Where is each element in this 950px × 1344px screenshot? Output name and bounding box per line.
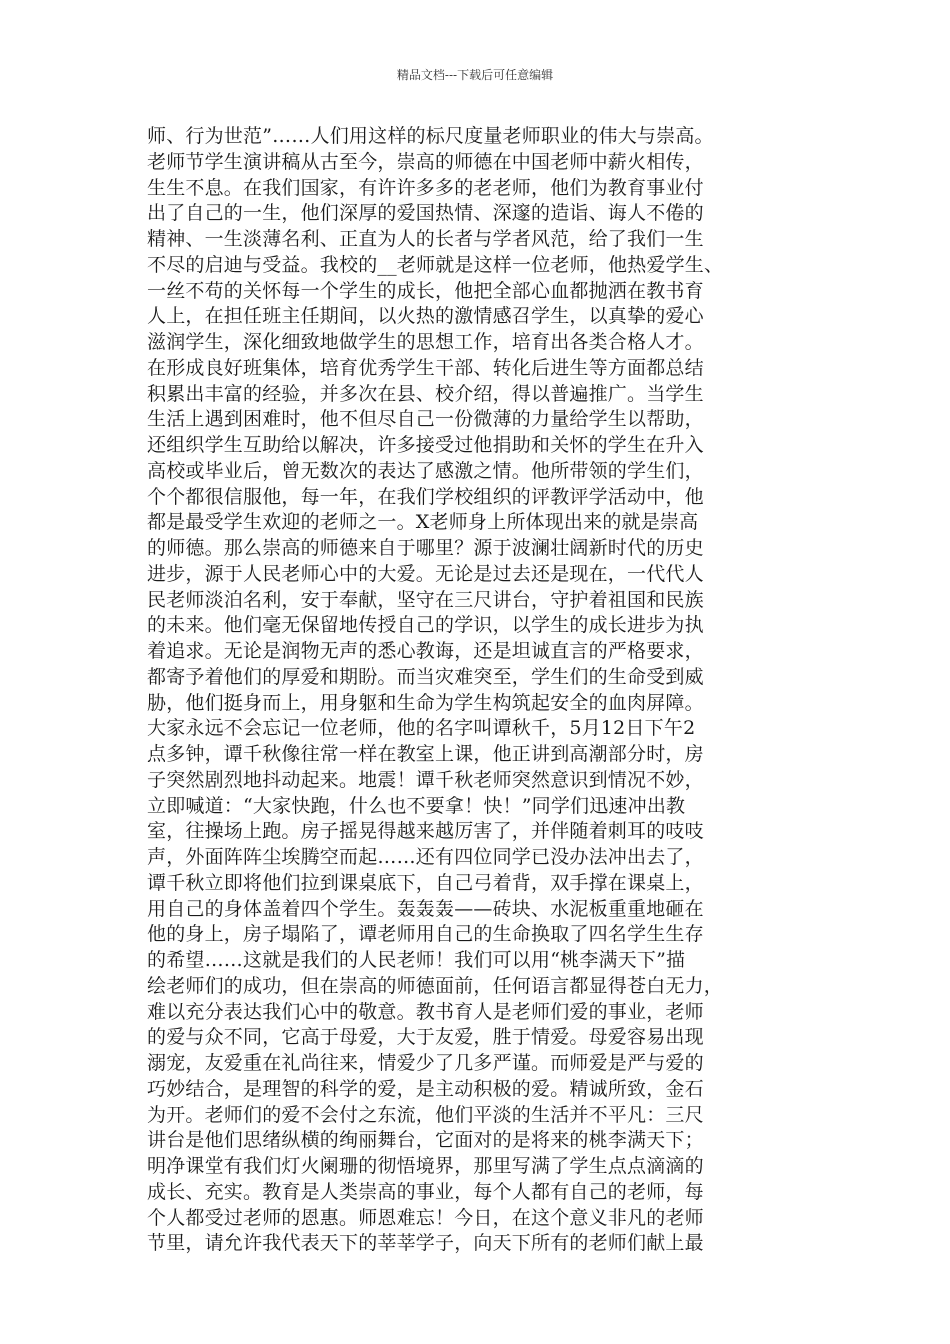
document-body [147,124,837,1257]
text-line: 谭千秋立即将他们拉到课桌底下，自己弓着背，双手撑在课桌上， [147,871,704,894]
text-line: 不尽的启迪与受益。我校的__老师就是这样一位老师，他热爱学生、 [147,253,724,276]
text-line: 高校或毕业后，曾无数次的表达了感激之情。他所带领的学生们， [147,459,704,482]
text-line: 声，外面阵阵尘埃腾空而起……还有四位同学已没办法冲出去了， [147,846,704,868]
text-line: 讲台是他们思绪纵横的绚丽舞台，它面对的是将来的桃李满天下； [147,1129,704,1152]
text-line: 的未来。他们毫无保留地传授自己的学识，以学生的成长进步为执 [147,614,704,637]
text-line: 巧妙结合，是理智的科学的爱，是主动积极的爱。精诚所致，金石 [147,1077,704,1100]
text-line: 子突然剧烈地抖动起来。地震！谭千秋老师突然意识到情况不妙， [147,768,704,791]
text-line: 明净课堂有我们灯火阑珊的彻悟境界，那里写满了学生点点滴滴的 [147,1155,704,1177]
text-line: 生活上遇到困难时，他不但尽自己一份微薄的力量给学生以帮助， [147,408,704,431]
text-line: 立即喊道：“大家快跑，什么也不要拿！快！”同学们迅速冲出教 [147,794,686,817]
text-line: 师、行为世范”……人们用这样的标尺度量老师职业的伟大与崇高。 [147,125,714,147]
text-line: 点多钟，谭千秋像往常一样在教室上课，他正讲到高潮部分时，房 [147,743,704,765]
text-line: 个个都很信服他，每一年，在我们学校组织的评教评学活动中，他 [147,485,704,508]
text-line: 还组织学生互助给以解决，许多接受过他捐助和关怀的学生在升入 [147,434,704,456]
text-line: 个人都受过老师的恩惠。师恩难忘！今日，在这个意义非凡的老师 [147,1206,704,1229]
text-line: 滋润学生，深化细致地做学生的思想工作，培育出各类合格人才。 [147,331,704,353]
text-line: 着追求。无论是润物无声的悉心教诲，还是坦诚直言的严格要求， [147,640,704,662]
text-line: 在形成良好班集体，培育优秀学生干部、转化后进生等方面都总结 [147,356,704,379]
text-line: 出了自己的一生，他们深厚的爱国热情、深邃的造诣、诲人不倦的 [147,202,704,225]
text-line: 成长、充实。教育是人类崇高的事业，每个人都有自己的老师，每 [147,1180,704,1203]
text-line: 一丝不苟的关怀每一个学生的成长，他把全部心血都抛洒在教书育 [147,279,704,302]
text-line: 生生不息。在我们国家，有许许多多的老老师，他们为教育事业付 [147,176,704,199]
text-line: 的希望……这就是我们的人民老师！我们可以用“桃李满天下”描 [147,949,686,971]
text-line: 老师节学生演讲稿从古至今，崇高的师德在中国老师中薪火相传， [147,150,704,173]
page-header: 精品文档---下载后可任意编辑 [396,68,554,82]
text-line: 的师德。那么崇高的师德来自于哪里？源于波澜壮阔新时代的历史 [147,537,704,559]
text-line: 绘老师们的成功，但在崇高的师德面前，任何语言都显得苍白无力， [147,974,724,997]
text-line: 为开。老师们的爱不会付之东流，他们平淡的生活并不平凡：三尺 [147,1103,704,1126]
text-line: 都是最受学生欢迎的老师之一。X老师身上所体现出来的就是崇高 [147,511,699,534]
text-line: 胁，他们挺身而上，用身躯和生命为学生构筑起安全的血肉屏障。 [147,691,704,714]
text-line: 精神、一生淡薄名利、正直为人的长者与学者风范，给了我们一生 [147,228,704,250]
text-line: 积累出丰富的经验，并多次在县、校介绍，得以普遍推广。当学生 [147,382,704,405]
text-line: 大家永远不会忘记一位老师，他的名字叫谭秋千，5月12日下午2 [147,717,696,740]
text-line: 的爱与众不同，它高于母爱，大于友爱，胜于情爱。母爱容易出现 [147,1026,704,1049]
text-line: 用自己的身体盖着四个学生。轰轰轰——砖块、水泥板重重地砸在 [147,897,704,920]
text-line: 民老师淡泊名利，安于奉献，坚守在三尺讲台，守护着祖国和民族 [147,588,704,611]
text-line: 他的身上，房子塌陷了，谭老师用自己的生命换取了四名学生生存 [147,923,704,946]
text-line: 进步，源于人民老师心中的大爱。无论是过去还是现在，一代代人 [147,562,704,585]
text-line: 都寄予着他们的厚爱和期盼。而当灾难突至，学生们的生命受到威 [147,665,704,688]
text-line: 人上，在担任班主任期间，以火热的激情感召学生，以真挚的爱心 [147,305,704,328]
text-line: 节里，请允许我代表天下的莘莘学子，向天下所有的老师们献上最 [147,1232,704,1255]
text-line: 溺宠，友爱重在礼尚往来，情爱少了几多严谨。而师爱是严与爱的 [147,1052,704,1074]
text-line: 室，往操场上跑。房子摇晃得越来越厉害了，并伴随着刺耳的吱吱 [147,820,704,843]
text-line: 难以充分表达我们心中的敬意。教书育人是老师们爱的事业，老师 [147,1000,704,1023]
